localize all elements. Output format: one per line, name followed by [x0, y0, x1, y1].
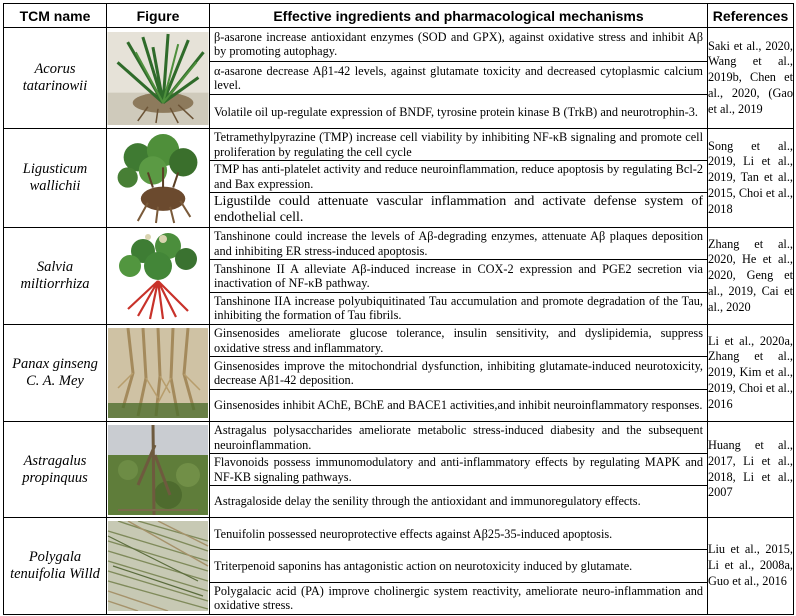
- header-row: [4, 4, 794, 28]
- tcm-name-line: tenuifolia Willd: [10, 566, 100, 582]
- table-row: [4, 129, 794, 228]
- tcm-name-line: Acorus: [34, 61, 76, 77]
- mechanisms-cell: [210, 518, 708, 615]
- header-tcm-name: TCM name: [4, 4, 107, 28]
- header-mechanisms: Effective ingredients and pharmacological mechanisms: [210, 4, 708, 28]
- acorus-plant-image: [107, 32, 209, 125]
- table-row: [4, 422, 794, 518]
- tcm-name-cell: [4, 228, 107, 325]
- tcm-name-line: propinquus: [22, 469, 88, 486]
- tcm-name-cell: [4, 129, 107, 228]
- mechanism-item: Polygalacic acid (PA) improve cholinergic system reactivity, ameliorate neuro-inflammation and oxidative stress.: [210, 582, 707, 614]
- figure-cell: [107, 422, 210, 518]
- mechanism-item: Ginsenosides inhibit AChE, BChE and BACE1 activities,and inhibit neuroinflammatory responses.: [210, 389, 707, 421]
- tcm-name-line: tatarinowii: [22, 78, 88, 94]
- references-cell: Song et al., 2019, Li et al., 2019, Tan et al., 2015, Choi et al., 2018: [708, 129, 794, 228]
- ligusticum-plant-image: [107, 132, 209, 225]
- header-references: References: [708, 4, 794, 28]
- tcm-name-cell: [4, 518, 107, 615]
- mechanisms-cell: [210, 129, 708, 228]
- table-row: [4, 325, 794, 422]
- salvia-plant-image: [107, 231, 209, 321]
- tcm-name-line: Astragalus: [23, 452, 87, 469]
- polygala-plant-image: [107, 521, 209, 611]
- mechanism-item: α-asarone decrease Aβ1-42 levels, against glutamate toxicity and decreased cytoplasmic calcium level.: [210, 61, 707, 95]
- table-row: [4, 518, 794, 615]
- figure-cell: [107, 325, 210, 422]
- tcm-name-line: C. A. Mey: [26, 373, 84, 389]
- panax-ginseng-image: [107, 328, 209, 418]
- mechanism-item: Astragalus polysaccharides ameliorate metabolic stress-induced diabesity and the subsequent neuroinflammation.: [214, 423, 703, 452]
- mechanism-item: TMP has anti-platelet activity and reduce neuroinflammation, reduce apoptosis by regulating Bcl-2 and Bax expression.: [210, 160, 707, 192]
- references-cell: Li et al., 2020a, Zhang et al., 2019, Kim et al., 2019, Choi et al., 2016: [708, 325, 794, 422]
- figure-cell: [107, 129, 210, 228]
- tcm-name-line: Salvia: [36, 259, 74, 275]
- references-cell: Saki et al., 2020, Wang et al., 2019b, Chen et al., 2020, (Gao et al., 2019: [708, 28, 794, 129]
- mechanism-item: Ginsenosides improve the mitochondrial dysfunction, inhibiting glutamate-induced neurotoxicity, decrease Aβ1-42 deposition.: [210, 356, 707, 388]
- mechanism-item: Astragaloside delay the senility through the antioxidant and immunoregulatory effects.: [210, 485, 707, 517]
- tcm-name-cell: [4, 325, 107, 422]
- mechanisms-cell: [210, 228, 708, 325]
- figure-cell: [107, 228, 210, 325]
- mechanism-item: Tanshinone IIA increase polyubiquitinated Tau accumulation and promote degradation of the Tau, inhibiting the formation of Tau fibrils.: [210, 292, 707, 324]
- tcm-table: [3, 3, 794, 615]
- tcm-name-line: wallichii: [29, 178, 81, 194]
- mechanisms-cell: [210, 325, 708, 422]
- mechanisms-cell: [210, 422, 708, 518]
- tcm-name-cell: [4, 28, 107, 129]
- mechanism-item: Tenuifolin possessed neuroprotective effects against Aβ25-35-induced apoptosis.: [214, 526, 613, 541]
- mechanism-item: Ligustilde could attenuate vascular inflammation and activate defense system of endothelial cell.: [210, 192, 707, 227]
- astragalus-plant-image: [107, 425, 209, 515]
- mechanism-item: Flavonoids possess immunomodulatory and anti-inflammatory effects by regulating MAPK and NF-KB signaling pathways.: [210, 453, 707, 485]
- tcm-name-cell: [4, 422, 107, 518]
- tcm-name-line: Ligusticum: [22, 161, 88, 177]
- references-cell: Huang et al., 2017, Li et al., 2018, Li et al., 2007: [708, 422, 794, 518]
- figure-cell: [107, 28, 210, 129]
- header-figure: Figure: [107, 4, 210, 28]
- figure-cell: [107, 518, 210, 615]
- references-cell: Zhang et al., 2020, He et al., 2020, Geng et al., 2019, Cai et al., 2020: [708, 228, 794, 325]
- mechanism-item: Ginsenosides ameliorate glucose tolerance, insulin sensitivity, and dyslipidemia, suppress oxidative stress and inflammatory.: [214, 326, 703, 355]
- table-row: [4, 28, 794, 129]
- tcm-name-line: Polygala: [28, 549, 82, 565]
- mechanism-item: Tanshinone II A alleviate Aβ-induced increase in COX-2 expression and PGE2 secretion via inactivation of NF-κB pathway.: [210, 259, 707, 291]
- tcm-name-line: Panax ginseng: [12, 356, 98, 372]
- tcm-name-line: miltiorrhiza: [20, 276, 90, 292]
- mechanism-item: Triterpenoid saponins has antagonistic action on neurotoxicity induced by glutamate.: [210, 549, 707, 581]
- mechanism-item: Tetramethylpyrazine (TMP) increase cell viability by inhibiting NF-κB signaling and promote cell proliferation by regulating the cell cycle: [214, 130, 703, 159]
- mechanism-item: β-asarone increase antioxidant enzymes (SOD and GPX), against oxidative stress and inhibit Aβ by promoting autophagy.: [214, 30, 703, 59]
- table-row: [4, 228, 794, 325]
- references-cell: Liu et al., 2015, Li et al., 2008a, Guo et al., 2016: [708, 518, 794, 615]
- mechanisms-cell: [210, 28, 708, 129]
- mechanism-item: Tanshinone could increase the levels of Aβ-degrading enzymes, attenuate Aβ plaques deposition and inhibiting ER stress-induced apoptosis.: [214, 229, 703, 258]
- mechanism-item: Volatile oil up-regulate expression of BNDF, tyrosine protein kinase B (TrkB) and neurotrophin-3.: [210, 94, 707, 128]
